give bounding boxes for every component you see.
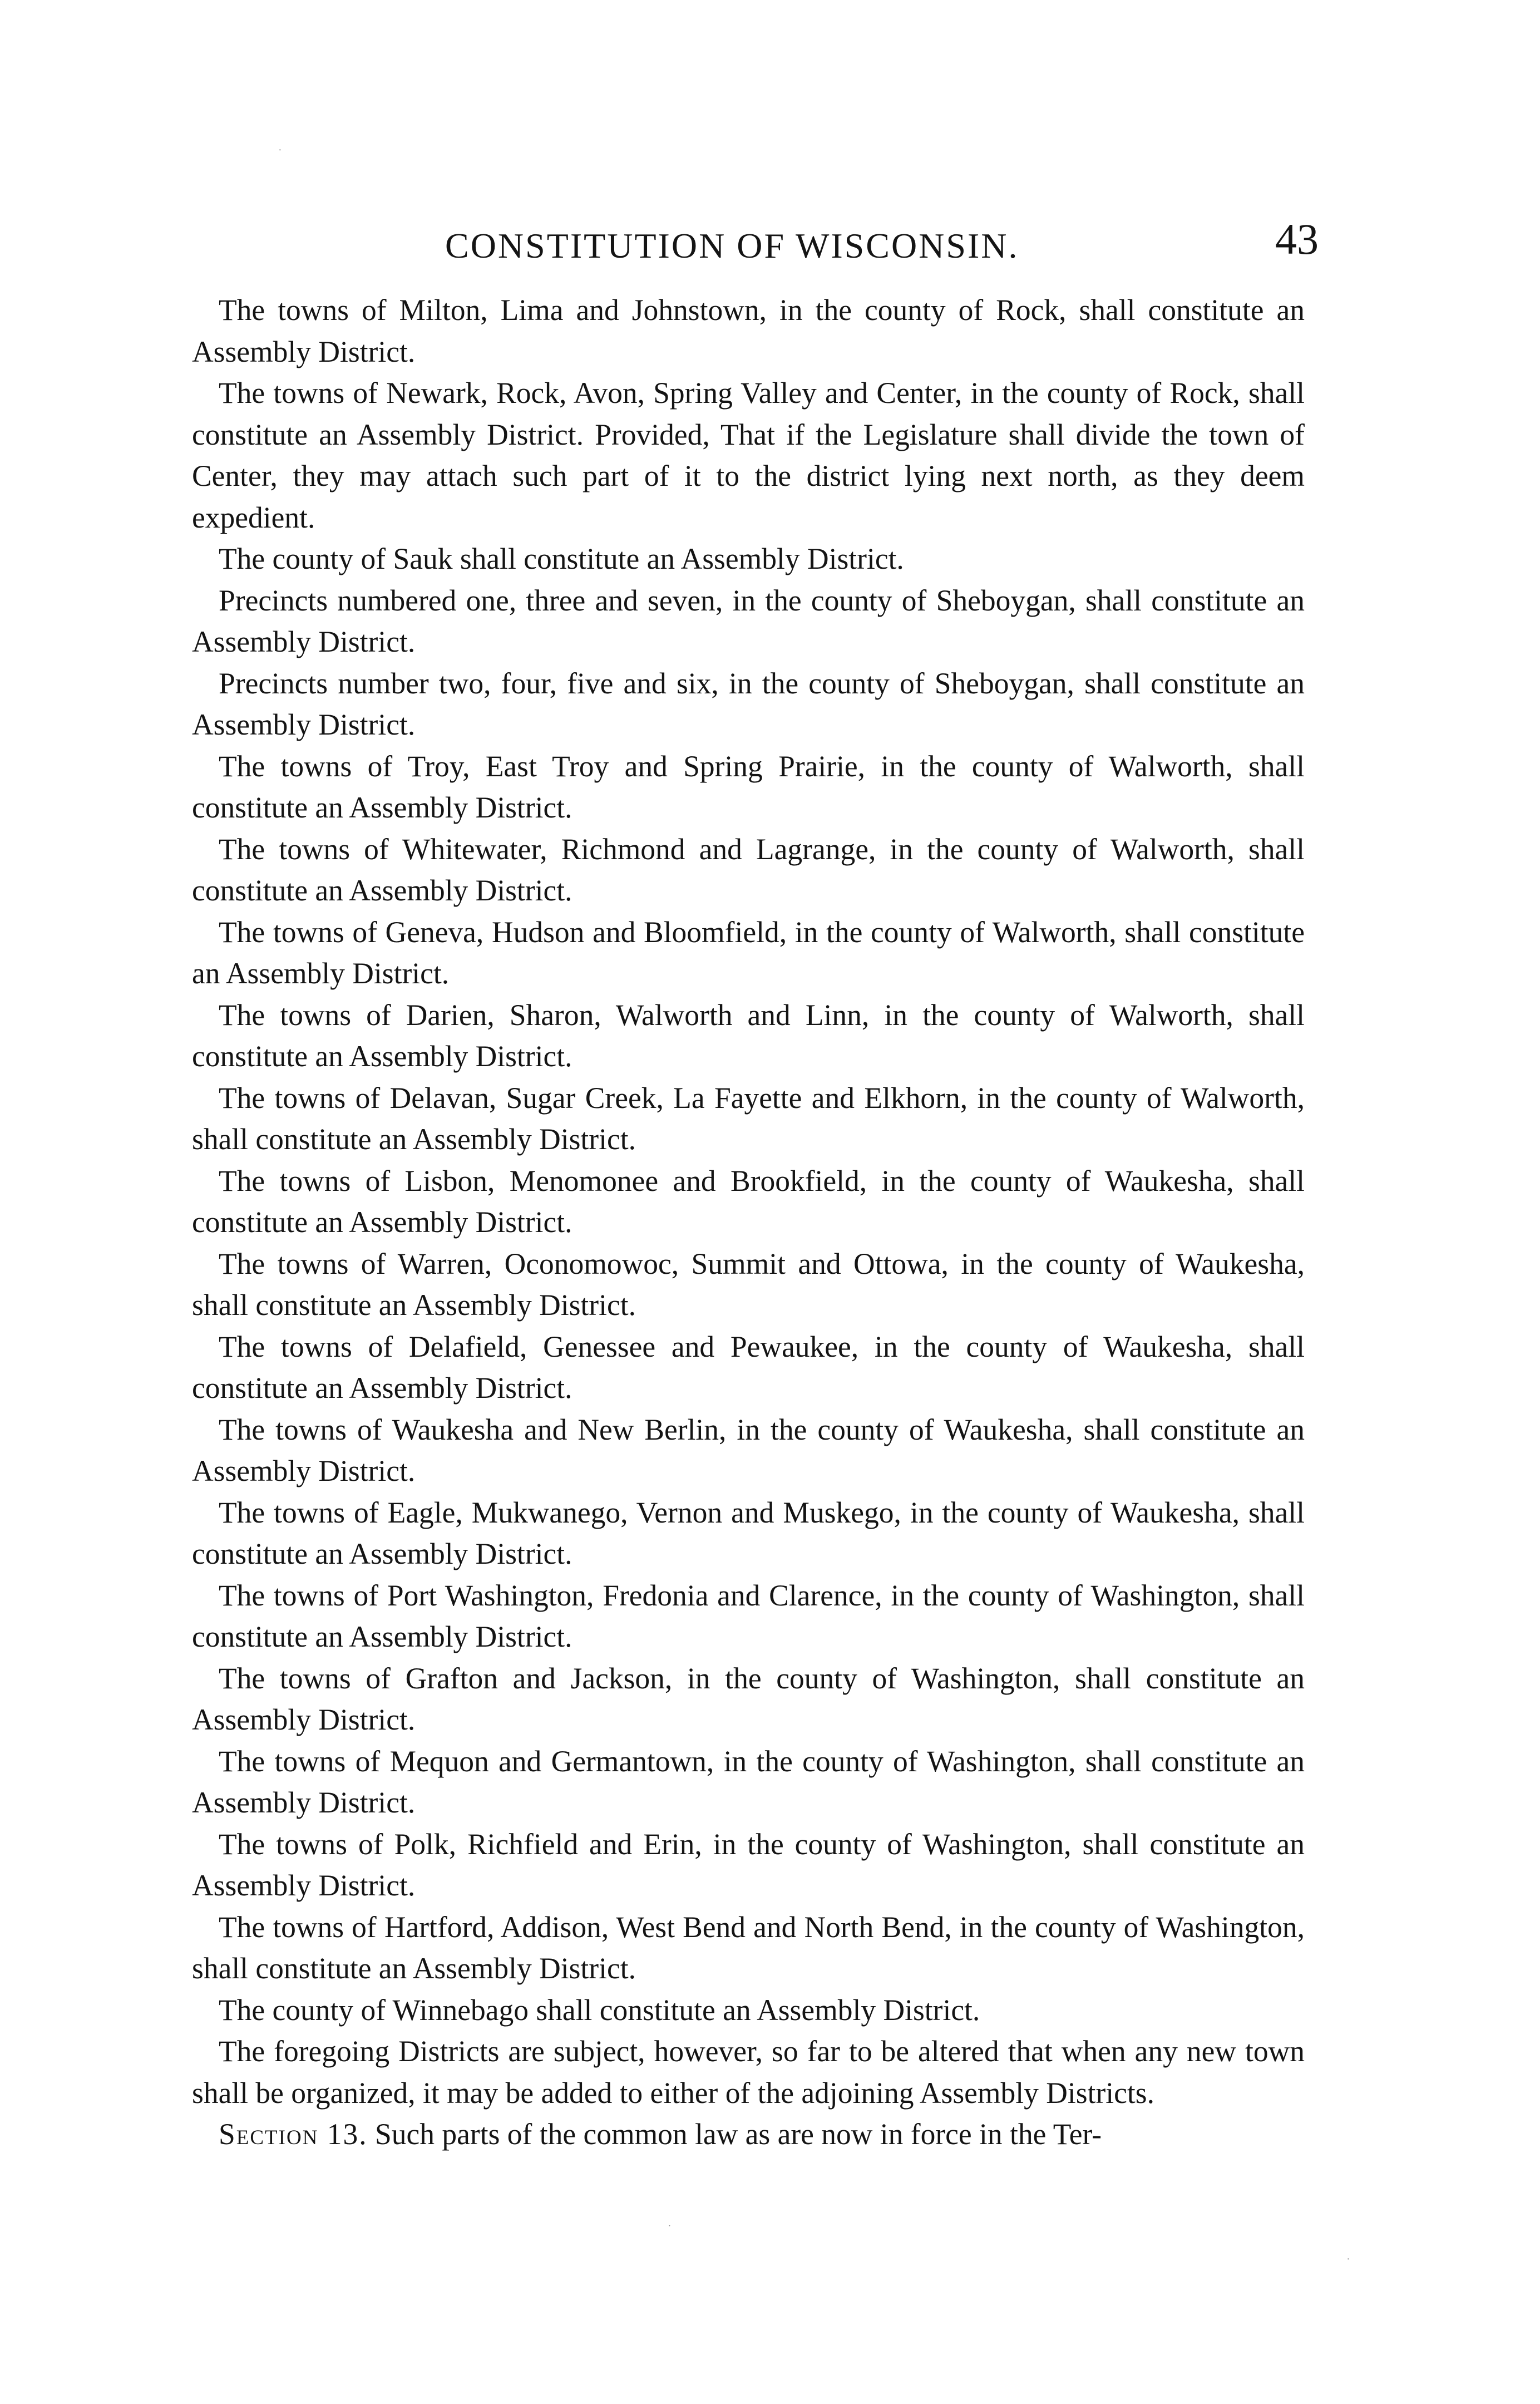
paragraph: The towns of Lisbon, Menomonee and Brookfield, in the county of Waukesha, shall constitute an Assembly District. bbox=[192, 1164, 1305, 1239]
paragraph: The towns of Delafield, Genessee and Pewaukee, in the county of Waukesha, shall constitute an Assembly District. bbox=[192, 1329, 1305, 1405]
paragraph: The towns of Port Washington, Fredonia and Clarence, in the county of Washington, shall constitute an Assembly District. bbox=[192, 1578, 1305, 1653]
paragraph: The towns of Newark, Rock, Avon, Spring Valley and Center, in the county of Rock, shall constitute an Assembly District. Provided, That if the Legislature shall divide the town of Center, they may attach such part of it to the district lying next north, as they deem expedient. bbox=[192, 376, 1305, 534]
scan-speck: · bbox=[668, 2220, 672, 2232]
body-text bbox=[192, 289, 1305, 2155]
paragraph: Precincts numbered one, three and seven, in the county of Sheboygan, shall constitute an Assembly District. bbox=[192, 583, 1305, 658]
paragraph: The towns of Eagle, Mukwanego, Vernon and Muskego, in the county of Waukesha, shall constitute an Assembly District. bbox=[192, 1495, 1305, 1570]
paragraph: The towns of Warren, Oconomowoc, Summit and Ottowa, in the county of Waukesha, shall constitute an Assembly District. bbox=[192, 1247, 1305, 1322]
paragraph: The towns of Waukesha and New Berlin, in the county of Waukesha, shall constitute an Assembly District. bbox=[192, 1412, 1305, 1487]
paragraph: The towns of Delavan, Sugar Creek, La Fayette and Elkhorn, in the county of Walworth, shall constitute an Assembly District. bbox=[192, 1081, 1305, 1156]
paragraph: The foregoing Districts are subject, however, so far to be altered that when any new town shall be organized, it may be added to either of the adjoining Assembly Districts. bbox=[192, 2034, 1305, 2110]
scan-speck: · bbox=[1346, 2253, 1350, 2265]
scan-speck: · bbox=[278, 144, 282, 156]
running-head bbox=[189, 214, 1319, 275]
page-number: 43 bbox=[1275, 215, 1319, 263]
paragraph: The towns of Mequon and Germantown, in the county of Washington, shall constitute an Assembly District. bbox=[192, 1744, 1305, 1819]
paragraph: The county of Winnebago shall constitute an Assembly District. bbox=[219, 1993, 980, 2027]
paragraph: The towns of Geneva, Hudson and Bloomfield, in the county of Walworth, shall constitute an Assembly District. bbox=[192, 915, 1305, 990]
paragraph: Precincts number two, four, five and six, in the county of Sheboygan, shall constitute an Assembly District. bbox=[192, 666, 1305, 741]
paragraph: The towns of Troy, East Troy and Spring Prairie, in the county of Walworth, shall constitute an Assembly District. bbox=[192, 749, 1305, 824]
paragraph: The towns of Darien, Sharon, Walworth and Linn, in the county of Walworth, shall constitute an Assembly District. bbox=[192, 998, 1305, 1073]
paragraph: The county of Sauk shall constitute an Assembly District. bbox=[219, 542, 904, 575]
paragraph: The towns of Milton, Lima and Johnstown, in the county of Rock, shall constitute an Assembly District. bbox=[192, 293, 1305, 368]
paragraph: The towns of Grafton and Jackson, in the county of Washington, shall constitute an Assembly District. bbox=[192, 1661, 1305, 1736]
section-paragraph bbox=[192, 2114, 1305, 2155]
paragraph: The towns of Polk, Richfield and Erin, in the county of Washington, shall constitute an Assembly District. bbox=[192, 1827, 1305, 1902]
page-title: CONSTITUTION OF WISCONSIN. bbox=[445, 226, 1019, 265]
section-label: Section 13. bbox=[219, 2117, 368, 2151]
paragraph: The towns of Hartford, Addison, West Bend and North Bend, in the county of Washington, shall constitute an Assembly District. bbox=[192, 1910, 1305, 1985]
paragraph: The towns of Whitewater, Richmond and Lagrange, in the county of Walworth, shall constitute an Assembly District. bbox=[192, 832, 1305, 907]
section-text: Such parts of the common law as are now in force in the Ter- bbox=[375, 2117, 1102, 2151]
